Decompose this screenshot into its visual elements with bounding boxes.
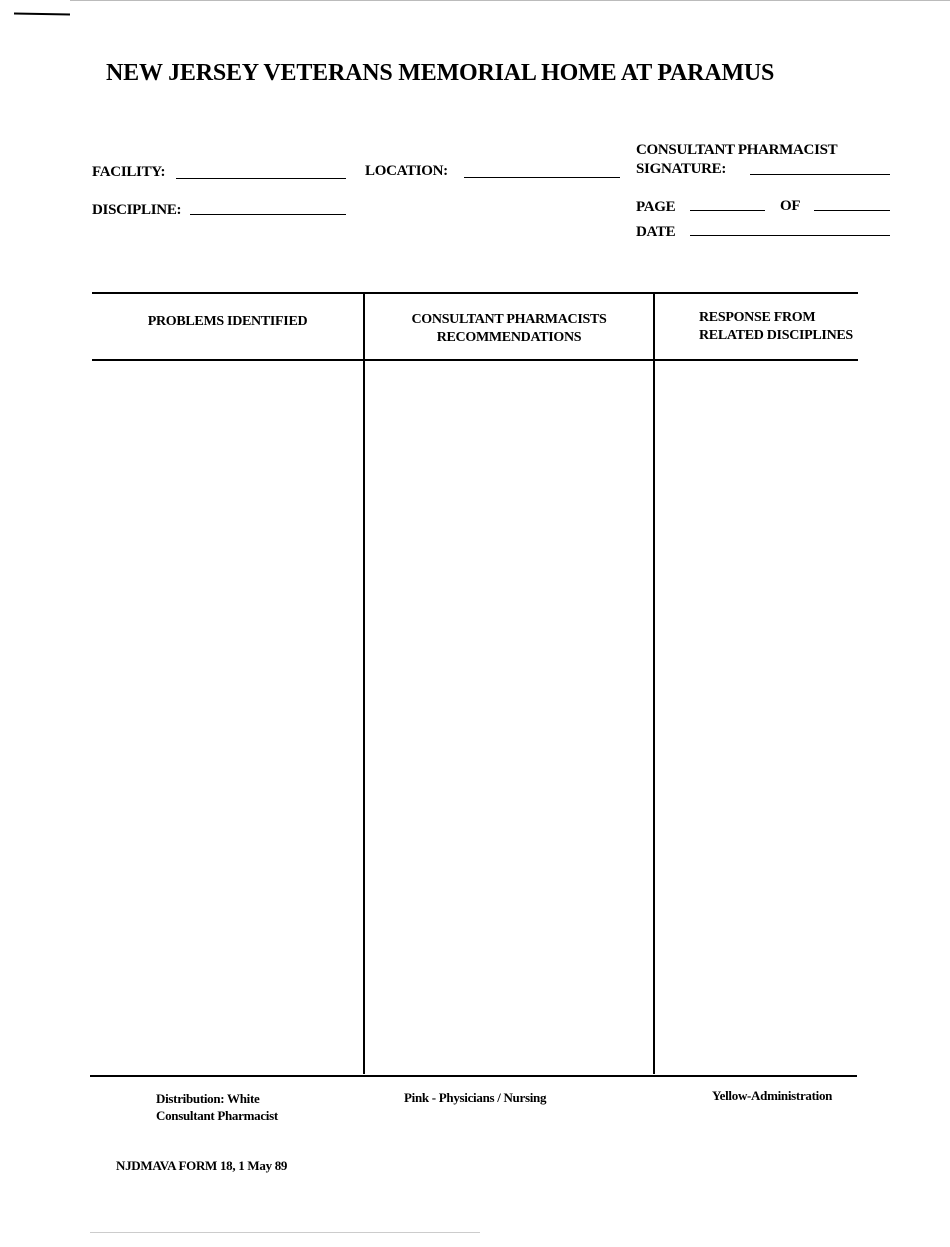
signature-label-line2: SIGNATURE: [636, 161, 727, 177]
problems-identified-area[interactable] [92, 362, 362, 1072]
location-label: LOCATION: [365, 163, 448, 179]
discipline-field[interactable] [190, 214, 346, 215]
form-id: NJDMAVA FORM 18, 1 May 89 [116, 1158, 288, 1173]
discipline-label: DISCIPLINE: [92, 202, 182, 218]
facility-field[interactable] [176, 178, 346, 179]
column-header-recommendations-line2: RECOMMENDATIONS [436, 330, 582, 345]
scan-top-edge [70, 0, 950, 1]
page-label: PAGE [636, 199, 676, 215]
table-header-rule [92, 359, 858, 361]
of-label: OF [780, 198, 801, 214]
yellow-copy-note: Yellow-Administration [712, 1088, 833, 1103]
page-total-field[interactable] [814, 210, 890, 211]
column-header-response-line2: RELATED DISCIPLINES [699, 328, 853, 343]
date-field[interactable] [690, 235, 890, 236]
column-header-response [699, 309, 859, 345]
distribution-note [156, 1090, 278, 1124]
table-column-divider-2 [653, 294, 655, 1074]
column-header-recommendations [365, 311, 653, 347]
page-number-field[interactable] [690, 210, 765, 211]
column-header-problems-line1: PROBLEMS IDENTIFIED [147, 314, 308, 329]
scan-bottom-edge [90, 1232, 480, 1233]
signature-label-line1: CONSULTANT PHARMACIST [636, 142, 838, 158]
table-top-rule [92, 292, 858, 294]
date-label: DATE [636, 224, 676, 240]
table-bottom-rule [90, 1075, 857, 1077]
table-column-divider-1 [363, 294, 365, 1074]
column-header-problems [92, 313, 363, 331]
form-title: NEW JERSEY VETERANS MEMORIAL HOME AT PARAMUS [106, 60, 775, 86]
column-header-recommendations-line1: CONSULTANT PHARMACISTS [411, 312, 607, 327]
facility-label: FACILITY: [92, 164, 166, 180]
pink-copy-note: Pink - Physicians / Nursing [404, 1090, 547, 1105]
distribution-line2: Consultant Pharmacist [156, 1108, 278, 1123]
signature-field[interactable] [750, 174, 890, 175]
scan-mark [14, 13, 70, 16]
column-header-response-line1: RESPONSE FROM [699, 310, 816, 325]
response-area[interactable] [656, 362, 858, 1072]
location-field[interactable] [464, 177, 620, 178]
distribution-line1: Distribution: White [156, 1091, 260, 1106]
recommendations-area[interactable] [366, 362, 652, 1072]
